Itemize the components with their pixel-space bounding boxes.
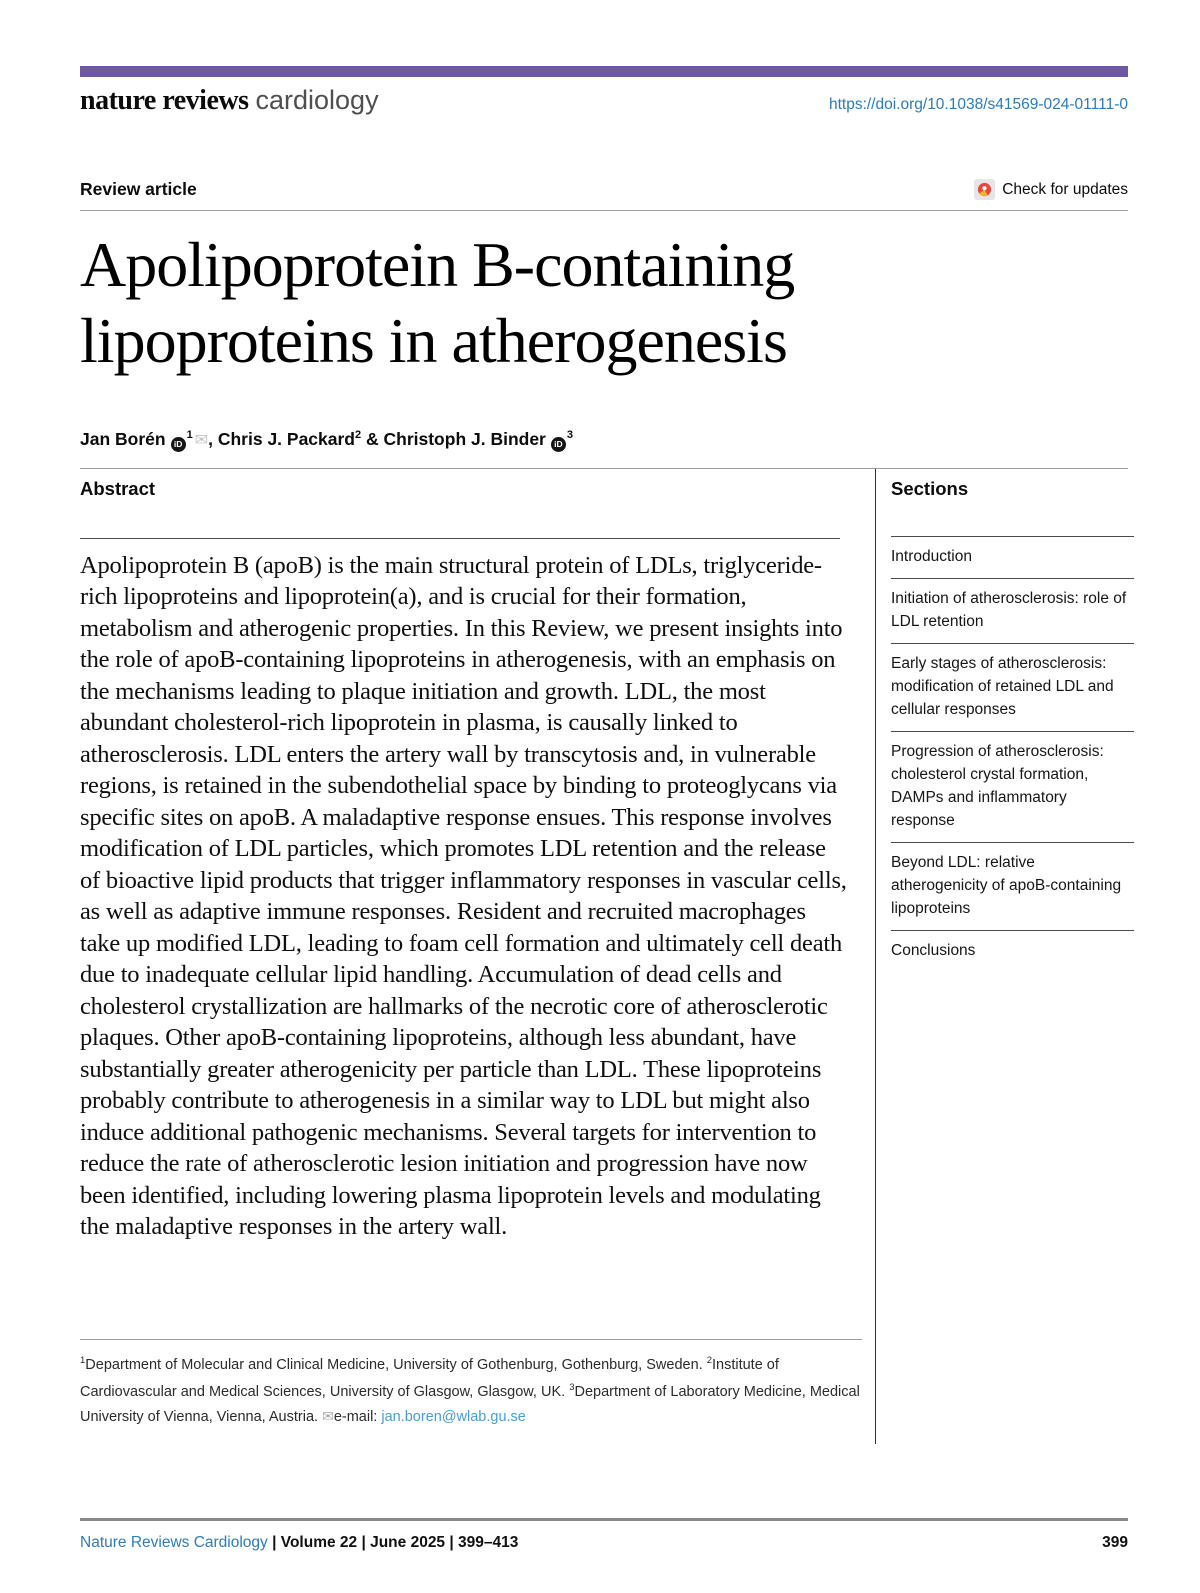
- author-separator: ,: [208, 429, 218, 449]
- abstract-text: Apolipoprotein B (apoB) is the main structural protein of LDLs, triglyceride-rich lipoproteins and lipoprotein(a), and is crucial for their formation, metabolism and atherogenic properties. In this Review, we present insights into the role of apoB-containing lipoproteins in atherogenesis, with an emphasis on the mechanisms leading to plaque initiation and growth. LDL, the most abundant cholesterol-rich lipoprotein in plasma, is causally linked to atherosclerosis. LDL enters the artery wall by transcytosis and, in vulnerable regions, is retained in the subendothelial space by binding to proteoglycans via specific sites on apoB. A maladaptive response ensues. This response involves modification of LDL particles, which promotes LDL retention and the release of bioactive lipid products that trigger inflammatory responses in vascular cells, as well as adaptive immune responses. Resident and recruited macrophages take up modified LDL, leading to foam cell formation and ultimately cell death due to inadequate cellular lipid handling. Accumulation of dead cells and cholesterol crystallization are hallmarks of the necrotic core of atherosclerotic plaques. Other apoB-containing lipoproteins, although less abundant, have substantially greater atherogenicity per particle than LDL. These lipoproteins probably contribute to atherogenesis in a similar way to LDL but might also induce additional pathogenic mechanisms. Several targets for intervention to reduce the rate of atherosclerotic lesion initiation and progression have now been identified, including lowering plasma lipoprotein levels and modulating the maladaptive responses in the artery wall.: [80, 551, 847, 1240]
- author-line: [80, 429, 1128, 452]
- abstract-column: [80, 469, 875, 1444]
- journal-logo: [80, 85, 379, 117]
- affiliation-sup: 2: [706, 1354, 712, 1366]
- accent-bar: [80, 66, 1128, 77]
- article-type-row: [80, 179, 1128, 200]
- author-affiliation-sup: 2: [355, 429, 362, 442]
- check-for-updates-label: Check for updates: [1002, 180, 1128, 198]
- divider: [80, 1339, 862, 1340]
- footer-row: [80, 1534, 1128, 1552]
- divider: [80, 1518, 1128, 1521]
- affiliation: Institute of Cardiovascular and Medical Sciences, University of Glasgow, Glasgow, UK.: [80, 1356, 779, 1401]
- affiliation: Department of Molecular and Clinical Medicine, University of Gothenburg, Gothenburg, Sweden.: [85, 1356, 707, 1373]
- page-number: 399: [1102, 1534, 1128, 1551]
- sections-list: [891, 536, 1134, 972]
- article-title: Apolipoprotein B-containing lipoproteins in atherogenesis: [80, 229, 795, 376]
- affiliations-text: [80, 1349, 862, 1430]
- author-affiliation-sup: 1: [186, 429, 193, 442]
- envelope-icon: ✉: [194, 432, 209, 449]
- footer-citation: [80, 1534, 518, 1552]
- author-name: Christoph J. Binder: [383, 429, 546, 449]
- author-affiliation-sup: 3: [566, 429, 573, 442]
- section-link-conclusions[interactable]: Conclusions: [891, 930, 1134, 972]
- divider: [80, 210, 1128, 211]
- email-link[interactable]: jan.boren@wlab.gu.se: [381, 1409, 526, 1426]
- sections-heading: Sections: [891, 477, 969, 499]
- sections-sidebar: [875, 469, 1134, 1444]
- crossmark-icon: [974, 179, 995, 200]
- author-name: Jan Borén: [80, 429, 166, 449]
- section-link-beyond-ldl[interactable]: Beyond LDL: relative atherogenicity of apoB-containing lipoproteins: [891, 842, 1134, 930]
- divider: [80, 538, 840, 539]
- masthead: [80, 85, 1128, 117]
- journal-logo-bold: nature reviews: [80, 85, 249, 116]
- author-name: Chris J. Packard: [217, 429, 355, 449]
- affiliation: Department of Laboratory Medicine, Medical University of Vienna, Vienna, Austria.: [80, 1384, 860, 1426]
- abstract-heading: Abstract: [80, 477, 156, 499]
- section-link-early-stages[interactable]: Early stages of atherosclerosis: modification of retained LDL and cellular responses: [891, 643, 1134, 731]
- affiliations-footnote: [80, 1339, 862, 1430]
- main-content: [80, 468, 1128, 1444]
- section-link-initiation[interactable]: Initiation of atherosclerosis: role of LDL retention: [891, 578, 1134, 643]
- envelope-icon: ✉: [322, 1408, 334, 1425]
- section-link-progression[interactable]: Progression of atherosclerosis: cholesterol crystal formation, DAMPs and inflammatory response: [891, 731, 1134, 842]
- orcid-icon[interactable]: iD: [551, 437, 566, 452]
- author-separator: &: [361, 429, 384, 449]
- footer-journal-link[interactable]: Nature Reviews Cardiology: [80, 1534, 268, 1551]
- journal-logo-light: cardiology: [255, 85, 379, 115]
- email-label: e-mail:: [333, 1409, 382, 1426]
- doi-link[interactable]: https://doi.org/10.1038/s41569-024-01111-0: [828, 96, 1128, 113]
- orcid-icon[interactable]: iD: [171, 437, 186, 452]
- check-for-updates-button[interactable]: [974, 179, 1128, 200]
- affiliation-sup: 3: [569, 1382, 575, 1394]
- section-link-introduction[interactable]: Introduction: [891, 536, 1134, 578]
- page-footer: [80, 1518, 1128, 1552]
- article-type-label: Review article: [80, 179, 197, 199]
- footer-volume-info: | Volume 22 | June 2025 | 399–413: [267, 1534, 519, 1551]
- affiliation-sup: 1: [80, 1354, 86, 1366]
